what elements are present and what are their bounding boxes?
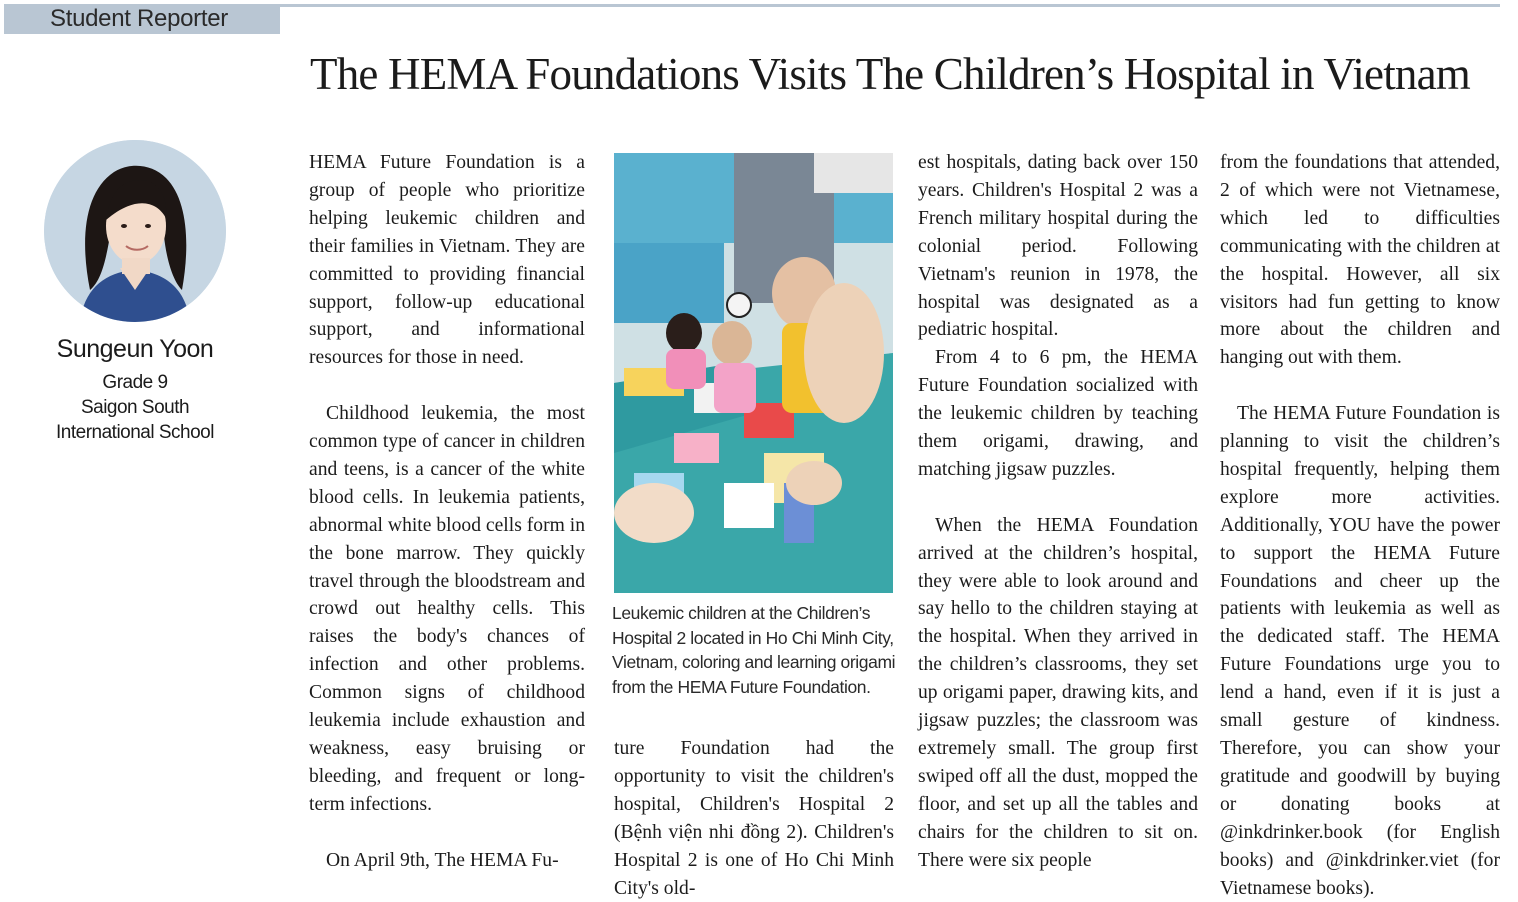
section-label: Student Reporter [50,5,228,32]
author-school-line1: Saigon South [80,397,190,418]
author-school-line2: International School [56,422,214,443]
paragraph: Childhood leukemia, the most common type of cancer in children and teens, is a cancer of the white blood cells. In leukemia patients, abnormal white blood cells form in the bone marrow. They quickly travel through the bloodstream and crowd out healthy cells. This raises the body's chances of infection and other problems. Common signs of childhood leukemia include exhaustion and weakness, easy bruising or bleeding, and frequent or long-term infections. [309,403,585,815]
portrait-photo-icon [44,140,226,322]
article-column-4 [1220,149,1500,902]
photo-children-origami-icon [614,153,893,593]
author-grade: Grade 9 [102,372,168,393]
author-name: Sungeun Yoon [56,335,214,363]
paragraph: On April 9th, The HEMA Fu- [326,849,559,871]
paragraph: ture Foundation had the opportunity to visit the children's hospital, Children's Hospital 2 (Bệnh viện nhi đồng 2). Children's Hospital 2 is one of Ho Chi Minh City's old- [614,738,894,899]
paragraph: When the HEMA Foundation arrived at the children’s hospital, they were able to look around and say hello to the children staying at the hospital. When they arrived in the children’s classrooms, they set up origami paper, drawing kits, and jigsaw puzzles; the classroom was extremely small. The group first swiped off all the dust, mopped the floor, and set up all the tables and chairs for the children to sit on. There were six people [918,514,1198,871]
article-column-2 [614,735,894,902]
photo-caption [612,601,896,699]
caption-text: Leukemic children at the Children’s Hospital 2 located in Ho Chi Minh City, Vietnam, coloring and learning origami from the HEMA Future Foundation. [612,603,896,697]
article-column-1 [309,149,585,875]
paragraph: est hospitals, dating back over 150 years. Children's Hospital 2 was a French military hospital during the colonial period. Following Vietnam's reunion in 1978, the hospital was designated as a pediatric hospital. [918,152,1198,341]
page-title: The HEMA Foundations Visits The Children’s Hospital in Vietnam [310,49,1470,99]
paragraph: The HEMA Future Foundation is planning to visit the children’s hospital frequently, helping them explore more activities. Additionally, YOU have the power to support the HEMA Future Foundations and cheer up the patients with leukemia as well as the dedicated staff. The HEMA Future Foundations urge you to lend a hand, even if it is just a small gesture of kindness. Therefore, you can show your gratitude and goodwill by buying or donating books at @inkdrinker.book (for English books) and @inkdrinker.viet (for Vietnamese books). [1220,403,1500,899]
article-column-3 [918,149,1198,875]
article-photo [614,153,893,593]
avatar [44,140,226,322]
paragraph: from the foundations that attended, 2 of which were not Vietnamese, which led to difficulties communicating with the children at the hospital. However, all six visitors had fun getting to know more about the children and hanging out with them. [1220,152,1500,369]
paragraph: From 4 to 6 pm, the HEMA Future Foundation socialized with the leukemic children by teaching them origami, drawing, and matching jigsaw puzzles. [918,347,1198,480]
author-byline [0,334,270,445]
paragraph: HEMA Future Foundation is a group of people who prioritize helping leukemic children and their families in Vietnam. They are committed to providing financial support, follow-up educational support, and informational resources for those in need. [309,152,585,369]
header-rule [280,4,1500,7]
section-tab [4,4,280,34]
